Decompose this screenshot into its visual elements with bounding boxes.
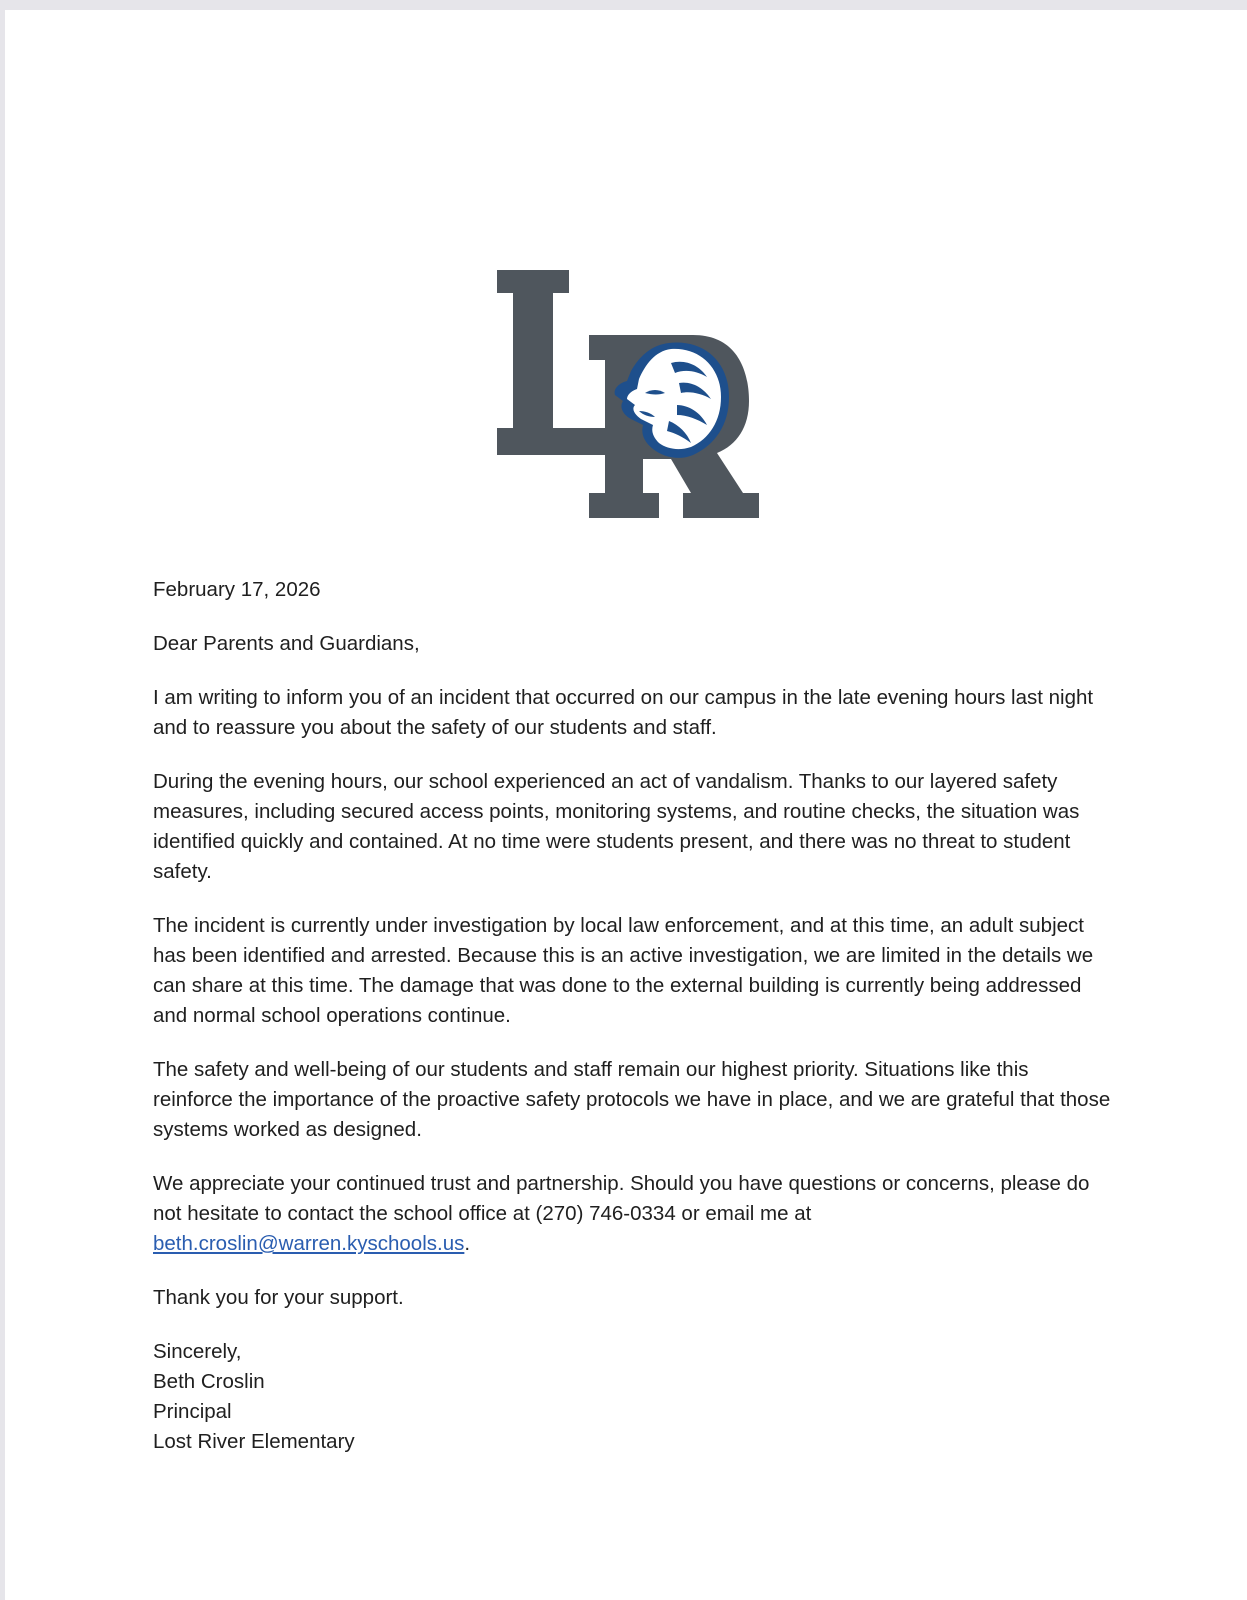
- school-logo: [493, 265, 773, 530]
- letter-body: [153, 575, 1113, 1457]
- document-page: [5, 10, 1247, 1600]
- signer-name: Beth Croslin: [153, 1370, 265, 1393]
- paragraph: The safety and well-being of our students and staff remain our highest priority. Situations like this reinforce the importance of the proactive safety protocols we have in place, and we are grateful that those systems worked as designed.: [153, 1058, 1111, 1141]
- letter-date: February 17, 2026: [153, 578, 321, 601]
- paragraph: The incident is currently under investigation by local law enforcement, and at this time, an adult subject has been identified and arrested. Because this is an active investigation, we are limited in the details we can share at this time. The damage that was done to the external building is currently being addressed and normal school operations continue.: [153, 914, 1094, 1027]
- school-name: Lost River Elementary: [153, 1430, 355, 1453]
- contact-end: .: [464, 1232, 471, 1255]
- signature-block: [153, 1337, 1113, 1457]
- contact-text: We appreciate your continued trust and partnership. Should you have questions or concerns, please do not hesitate to contact the school office at (270) 746-0334 or email me at: [153, 1172, 1090, 1225]
- logo-letter-l: [497, 270, 615, 455]
- salutation: Dear Parents and Guardians,: [153, 632, 420, 655]
- paragraph: During the evening hours, our school experienced an act of vandalism. Thanks to our layered safety measures, including secured access points, monitoring systems, and routine checks, the situation was identified quickly and contained. At no time were students present, and there was no threat to student safety.: [153, 770, 1080, 883]
- signer-title: Principal: [153, 1400, 232, 1423]
- email-link[interactable]: beth.croslin@warren.kyschools.us: [153, 1232, 465, 1255]
- valediction: Sincerely,: [153, 1340, 242, 1363]
- paragraph: I am writing to inform you of an incident that occurred on our campus in the late evening hours last night and to reassure you about the safety of our students and staff.: [153, 686, 1094, 739]
- contact-paragraph: [153, 1169, 1113, 1259]
- thanks-line: Thank you for your support.: [153, 1286, 404, 1309]
